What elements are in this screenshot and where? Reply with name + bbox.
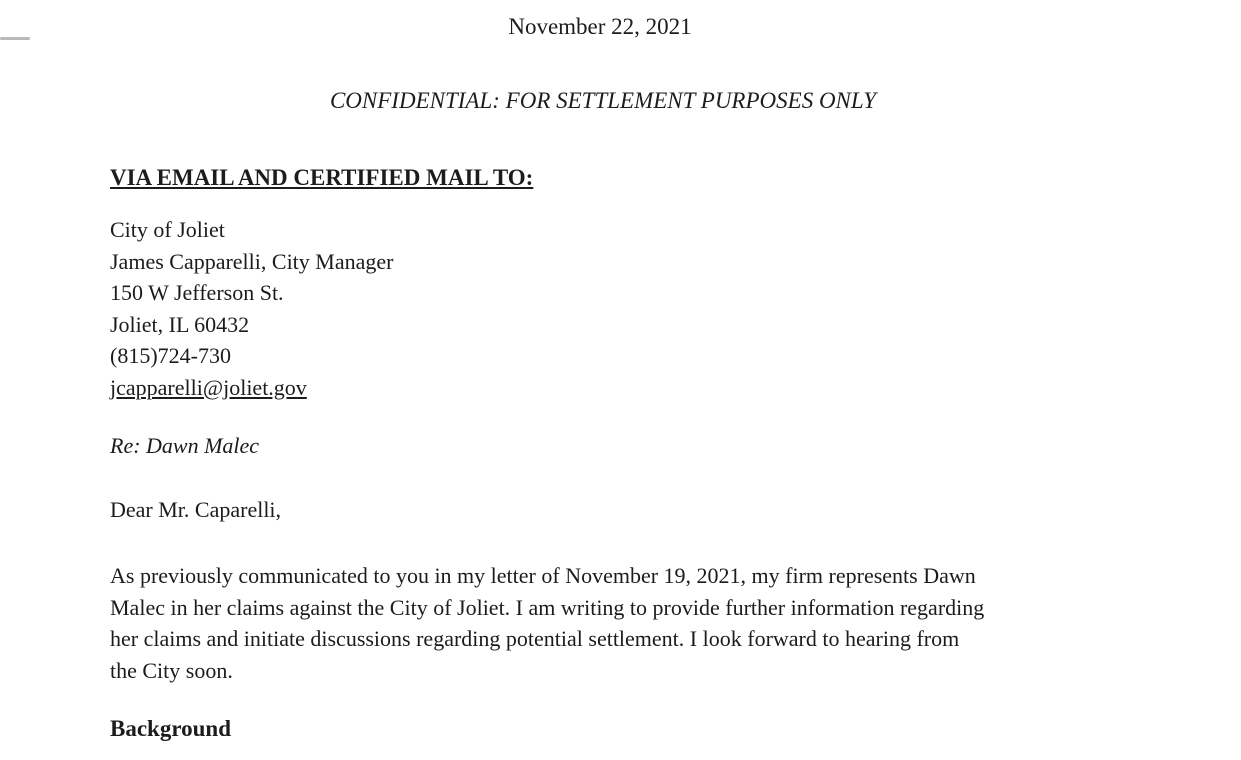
paragraph-line: her claims and initiate discussions regarding potential settlement. I look forward to hearing from	[110, 626, 960, 651]
re-line: Re: Dawn Malec	[110, 433, 260, 458]
paragraph-line: Malec in her claims against the City of Joliet. I am writing to provide further information regarding	[110, 594, 985, 620]
recipient-email-link[interactable]: jcapparelli@joliet.gov	[110, 374, 307, 400]
recipient-phone: (815)724-730	[110, 343, 231, 368]
recipient-organization: City of Joliet	[110, 217, 225, 242]
recipient-name-title: James Capparelli, City Manager	[110, 248, 394, 274]
body-paragraph	[110, 560, 984, 686]
recipient-street: 150 W Jefferson St.	[110, 280, 284, 305]
letter-date: November 22, 2021	[508, 14, 692, 39]
paragraph-line: As previously communicated to you in my letter of November 19, 2021, my firm represents Dawn	[110, 563, 976, 588]
paragraph-line: the City soon.	[110, 657, 233, 683]
section-heading-background: Background	[110, 716, 232, 741]
delivery-heading: VIA EMAIL AND CERTIFIED MAIL TO:	[110, 165, 534, 190]
recipient-address-block	[110, 214, 393, 403]
recipient-city-state-zip: Joliet, IL 60432	[110, 311, 250, 337]
salutation: Dear Mr. Caparelli,	[110, 497, 282, 522]
confidential-notice: CONFIDENTIAL: FOR SETTLEMENT PURPOSES ONLY	[329, 88, 877, 113]
